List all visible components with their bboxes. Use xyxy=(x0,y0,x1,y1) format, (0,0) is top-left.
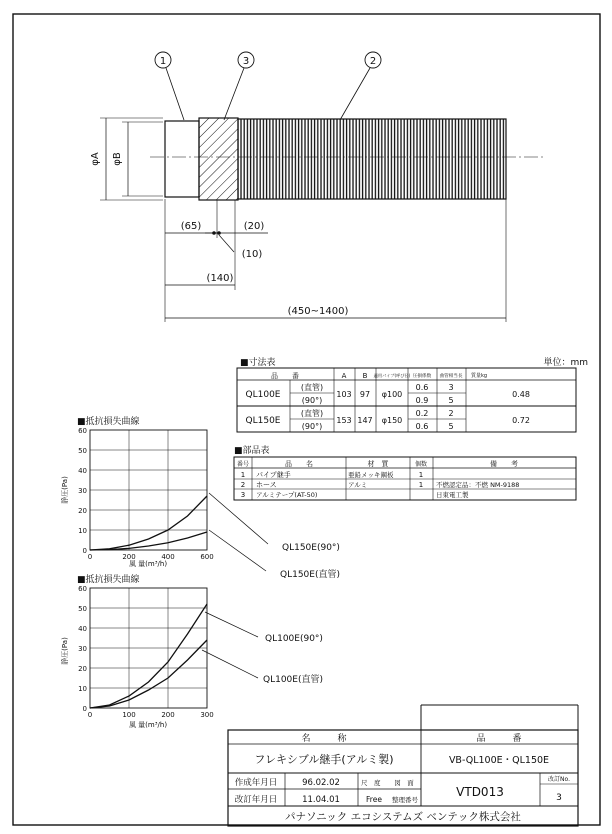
created-label: 作成年月日 xyxy=(234,778,278,788)
parts-row1-qty: 1 xyxy=(418,471,424,479)
series-line-straight xyxy=(90,532,207,550)
size-col-mass: 質量kg xyxy=(471,373,488,379)
aluminum-hose xyxy=(238,119,506,199)
x-tick-label: 200 xyxy=(122,553,136,561)
y-tick-label: 40 xyxy=(78,625,87,633)
parts-table xyxy=(234,444,576,500)
dim-10: (10) xyxy=(241,249,263,260)
size-row2-eq2: 5 xyxy=(448,422,454,431)
dim-65: (65) xyxy=(180,221,202,232)
size-row1-loss2: 0.9 xyxy=(415,396,429,405)
x-tick-label: 200 xyxy=(161,711,175,719)
size-row2-pipe: φ150 xyxy=(381,416,403,425)
size-row1-b: 97 xyxy=(359,390,371,399)
created-date: 96.02.02 xyxy=(302,778,340,788)
balloon-3-label: 3 xyxy=(242,56,250,67)
size-row2-loss2: 0.6 xyxy=(415,422,429,431)
chart2-ylabel: 静圧(Pa) xyxy=(61,637,69,665)
parts-col-no: 番号 xyxy=(236,461,250,468)
dim-140: (140) xyxy=(206,273,234,284)
parts-row2-qty: 1 xyxy=(418,481,424,489)
y-tick-label: 0 xyxy=(82,705,87,713)
x-tick-label: 400 xyxy=(161,553,175,561)
series-line-90 xyxy=(90,496,207,550)
size-row2-a: 153 xyxy=(336,416,352,425)
parts-col-material: 材 質 xyxy=(367,460,389,468)
parts-row1-material: 亜鉛メッキ鋼板 xyxy=(348,471,394,479)
chart2-legend-90: QL100E(90°) xyxy=(265,634,323,644)
size-row1-a: 103 xyxy=(336,390,352,399)
y-tick-label: 20 xyxy=(78,507,87,515)
y-tick-label: 50 xyxy=(78,605,87,613)
ref-label: 整理番号 xyxy=(392,796,418,804)
y-tick-label: 50 xyxy=(78,447,87,455)
size-row1-eq2: 5 xyxy=(448,396,454,405)
chart2-title: ■抵抗損失曲線 xyxy=(77,575,140,585)
size-row2-type1: (直管) xyxy=(300,409,324,418)
size-col-equiv: 曲管相当長 xyxy=(439,374,463,379)
parts-row1-name: パイプ継手 xyxy=(256,471,291,479)
y-tick-label: 30 xyxy=(78,487,87,495)
rev-number: 3 xyxy=(556,793,562,803)
parts-row3-no: 3 xyxy=(240,491,246,499)
parts-row2-material: アルミ xyxy=(348,481,368,489)
parts-table-title: ■部品表 xyxy=(234,446,270,456)
size-col-loss: 圧損係数 xyxy=(412,374,432,379)
x-tick-label: 300 xyxy=(200,711,214,719)
title-name: フレキシブル継手(アルミ製) xyxy=(254,753,394,766)
title-number-label: 品 番 xyxy=(476,734,522,744)
chart1-legend-90: QL150E(90°) xyxy=(282,543,340,553)
parts-col-note: 備 考 xyxy=(490,460,518,468)
title-block xyxy=(228,705,578,826)
size-col-a: A xyxy=(341,372,347,380)
size-table-title: ■寸法表 xyxy=(240,358,276,368)
title-number: VB-QL100E・QL150E xyxy=(448,755,550,766)
parts-row2-note: 不燃認定品：不燃 NM-9188 xyxy=(436,481,520,489)
drawing-label: 図 面 xyxy=(394,779,414,787)
revised-date: 11.04.01 xyxy=(302,795,340,805)
size-row1-type2: (90°) xyxy=(301,396,323,405)
dim-20: (20) xyxy=(243,221,265,232)
x-tick-label: 600 xyxy=(200,553,214,561)
dim-phi-b: φB xyxy=(112,152,123,166)
size-row1-model: QL100E xyxy=(245,390,281,400)
size-row1-loss1: 0.6 xyxy=(415,383,429,392)
chart2-xlabel: 風 量(m³/h) xyxy=(128,721,168,729)
x-tick-label: 0 xyxy=(87,553,93,561)
size-row2-model: QL150E xyxy=(245,416,281,426)
parts-row1-no: 1 xyxy=(240,471,246,479)
size-row2-eq1: 2 xyxy=(448,409,454,418)
size-row2-mass: 0.72 xyxy=(512,416,530,425)
y-tick-label: 20 xyxy=(78,665,87,673)
size-row1-mass: 0.48 xyxy=(512,390,530,399)
y-tick-label: 60 xyxy=(78,585,87,593)
chart1-xlabel: 風 量(m³/h) xyxy=(128,560,168,568)
parts-col-name: 品 名 xyxy=(285,460,313,468)
y-tick-label: 10 xyxy=(78,685,87,693)
company-name: パナソニック エコシステムズ ベンテック株式会社 xyxy=(285,811,521,823)
size-table xyxy=(237,356,588,432)
size-col-b: B xyxy=(362,372,368,380)
parts-row3-name: アルミテープ(AT-50) xyxy=(256,491,318,499)
drawing-number: VTD013 xyxy=(456,785,504,799)
size-row1-type1: (直管) xyxy=(300,383,324,392)
x-tick-label: 0 xyxy=(87,711,93,719)
size-row2-type2: (90°) xyxy=(301,422,323,431)
size-row1-pipe: φ100 xyxy=(381,390,403,399)
parts-row2-no: 2 xyxy=(240,481,246,489)
series-line-straight xyxy=(90,640,207,708)
scale-value: Free xyxy=(366,795,382,804)
chart1-ylabel: 静圧(Pa) xyxy=(61,476,69,504)
chart2-legend-straight: QL100E(直管) xyxy=(263,675,323,685)
balloon-1-label: 1 xyxy=(159,56,167,67)
y-tick-label: 30 xyxy=(78,645,87,653)
parts-col-qty: 個数 xyxy=(414,461,428,468)
title-name-label: 名 称 xyxy=(301,734,347,744)
revised-label: 改訂年月日 xyxy=(234,795,278,805)
x-tick-label: 100 xyxy=(122,711,136,719)
aluminum-tape xyxy=(199,118,238,200)
dim-phi-a: φA xyxy=(90,152,101,166)
y-tick-label: 10 xyxy=(78,527,87,535)
size-row1-eq1: 3 xyxy=(448,383,454,392)
balloon-2-label: 2 xyxy=(369,56,377,67)
dim-length: (450~1400) xyxy=(287,306,349,317)
y-tick-label: 40 xyxy=(78,467,87,475)
size-row2-b: 147 xyxy=(357,416,373,425)
series-line-90 xyxy=(90,604,207,708)
parts-row3-note: 日東電工製 xyxy=(436,491,469,499)
size-col-pipe: 適用パイプ(呼び径) xyxy=(373,373,411,378)
loss-chart-ql100 xyxy=(60,573,323,729)
parts-row2-name: ホース xyxy=(256,481,277,489)
chart1-legend-straight: QL150E(直管) xyxy=(280,570,340,580)
size-row2-loss1: 0.2 xyxy=(415,409,429,418)
rev-label: 改訂No. xyxy=(548,776,570,783)
hose-drawing xyxy=(90,52,545,322)
scale-label: 尺 度 xyxy=(361,779,381,787)
pipe-joint xyxy=(165,121,199,197)
y-tick-label: 0 xyxy=(82,547,87,555)
size-table-unit: 単位：mm xyxy=(543,358,588,368)
y-tick-label: 60 xyxy=(78,427,87,435)
chart1-title: ■抵抗損失曲線 xyxy=(77,417,140,427)
size-col-model: 品 番 xyxy=(271,372,299,380)
